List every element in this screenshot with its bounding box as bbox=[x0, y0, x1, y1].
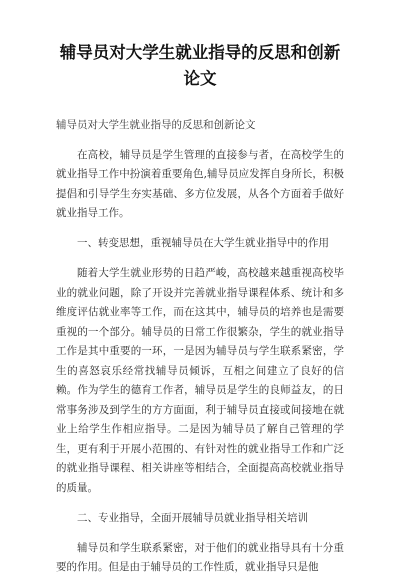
document-subtitle: 辅导员对大学生就业指导的反思和创新论文 bbox=[56, 119, 256, 131]
document-title: 辅导员对大学生就业指导的反思和创新论文 bbox=[59, 43, 341, 88]
paragraph-section-1: 随着大学生就业形势的日趋严峻，高校越来越重视高校毕业的就业问题，除了开设并完善就业指导课程体系、统计和多维度评估就业率等工作，而在这其中，辅导员的培养也是需要重视的一个部分。辅导员的日常工作很繁杂，学生的就业指导工作是其中重要的一环，一是因为辅导员与学生联系紧密，学生的喜怒哀乐经常找辅导员倾诉，互相之间建立了良好的信赖。作为学生的德育工作者，辅导员是学生的良师益友，的日常事务涉及到学生的方方面面，利于辅导员直接或间接地在就业上给学生作相应指导。二是因为辅导员了解自己管理的学生，更有利于开展小范围的、有针对性的就业指导工作和广泛的就业指导课程、相关讲座等相结合，全面提高高校就业指导的质量。 bbox=[56, 267, 344, 494]
section-heading-2: 二、专业指导，全面开展辅导员就业指导相关培训 bbox=[77, 511, 308, 524]
section-heading-1: 一、转变思想，重视辅导员在大学生就业指导中的作用 bbox=[77, 237, 329, 249]
document-body bbox=[56, 146, 344, 578]
paragraph-intro: 在高校，辅导员是学生管理的直接参与者，在高校学生的就业指导工作中扮演着重要角色,辅导员应发挥自身所长，积极提倡和引导学生夯实基础、多方位发展，从各个方面着手做好就业指导工作。 bbox=[56, 148, 344, 219]
paragraph-section-2: 辅导员和学生联系紧密，对于他们的就业指导具有十分重要的作用。但是由于辅导员的工作性质，就业指导只是他 bbox=[56, 541, 344, 573]
